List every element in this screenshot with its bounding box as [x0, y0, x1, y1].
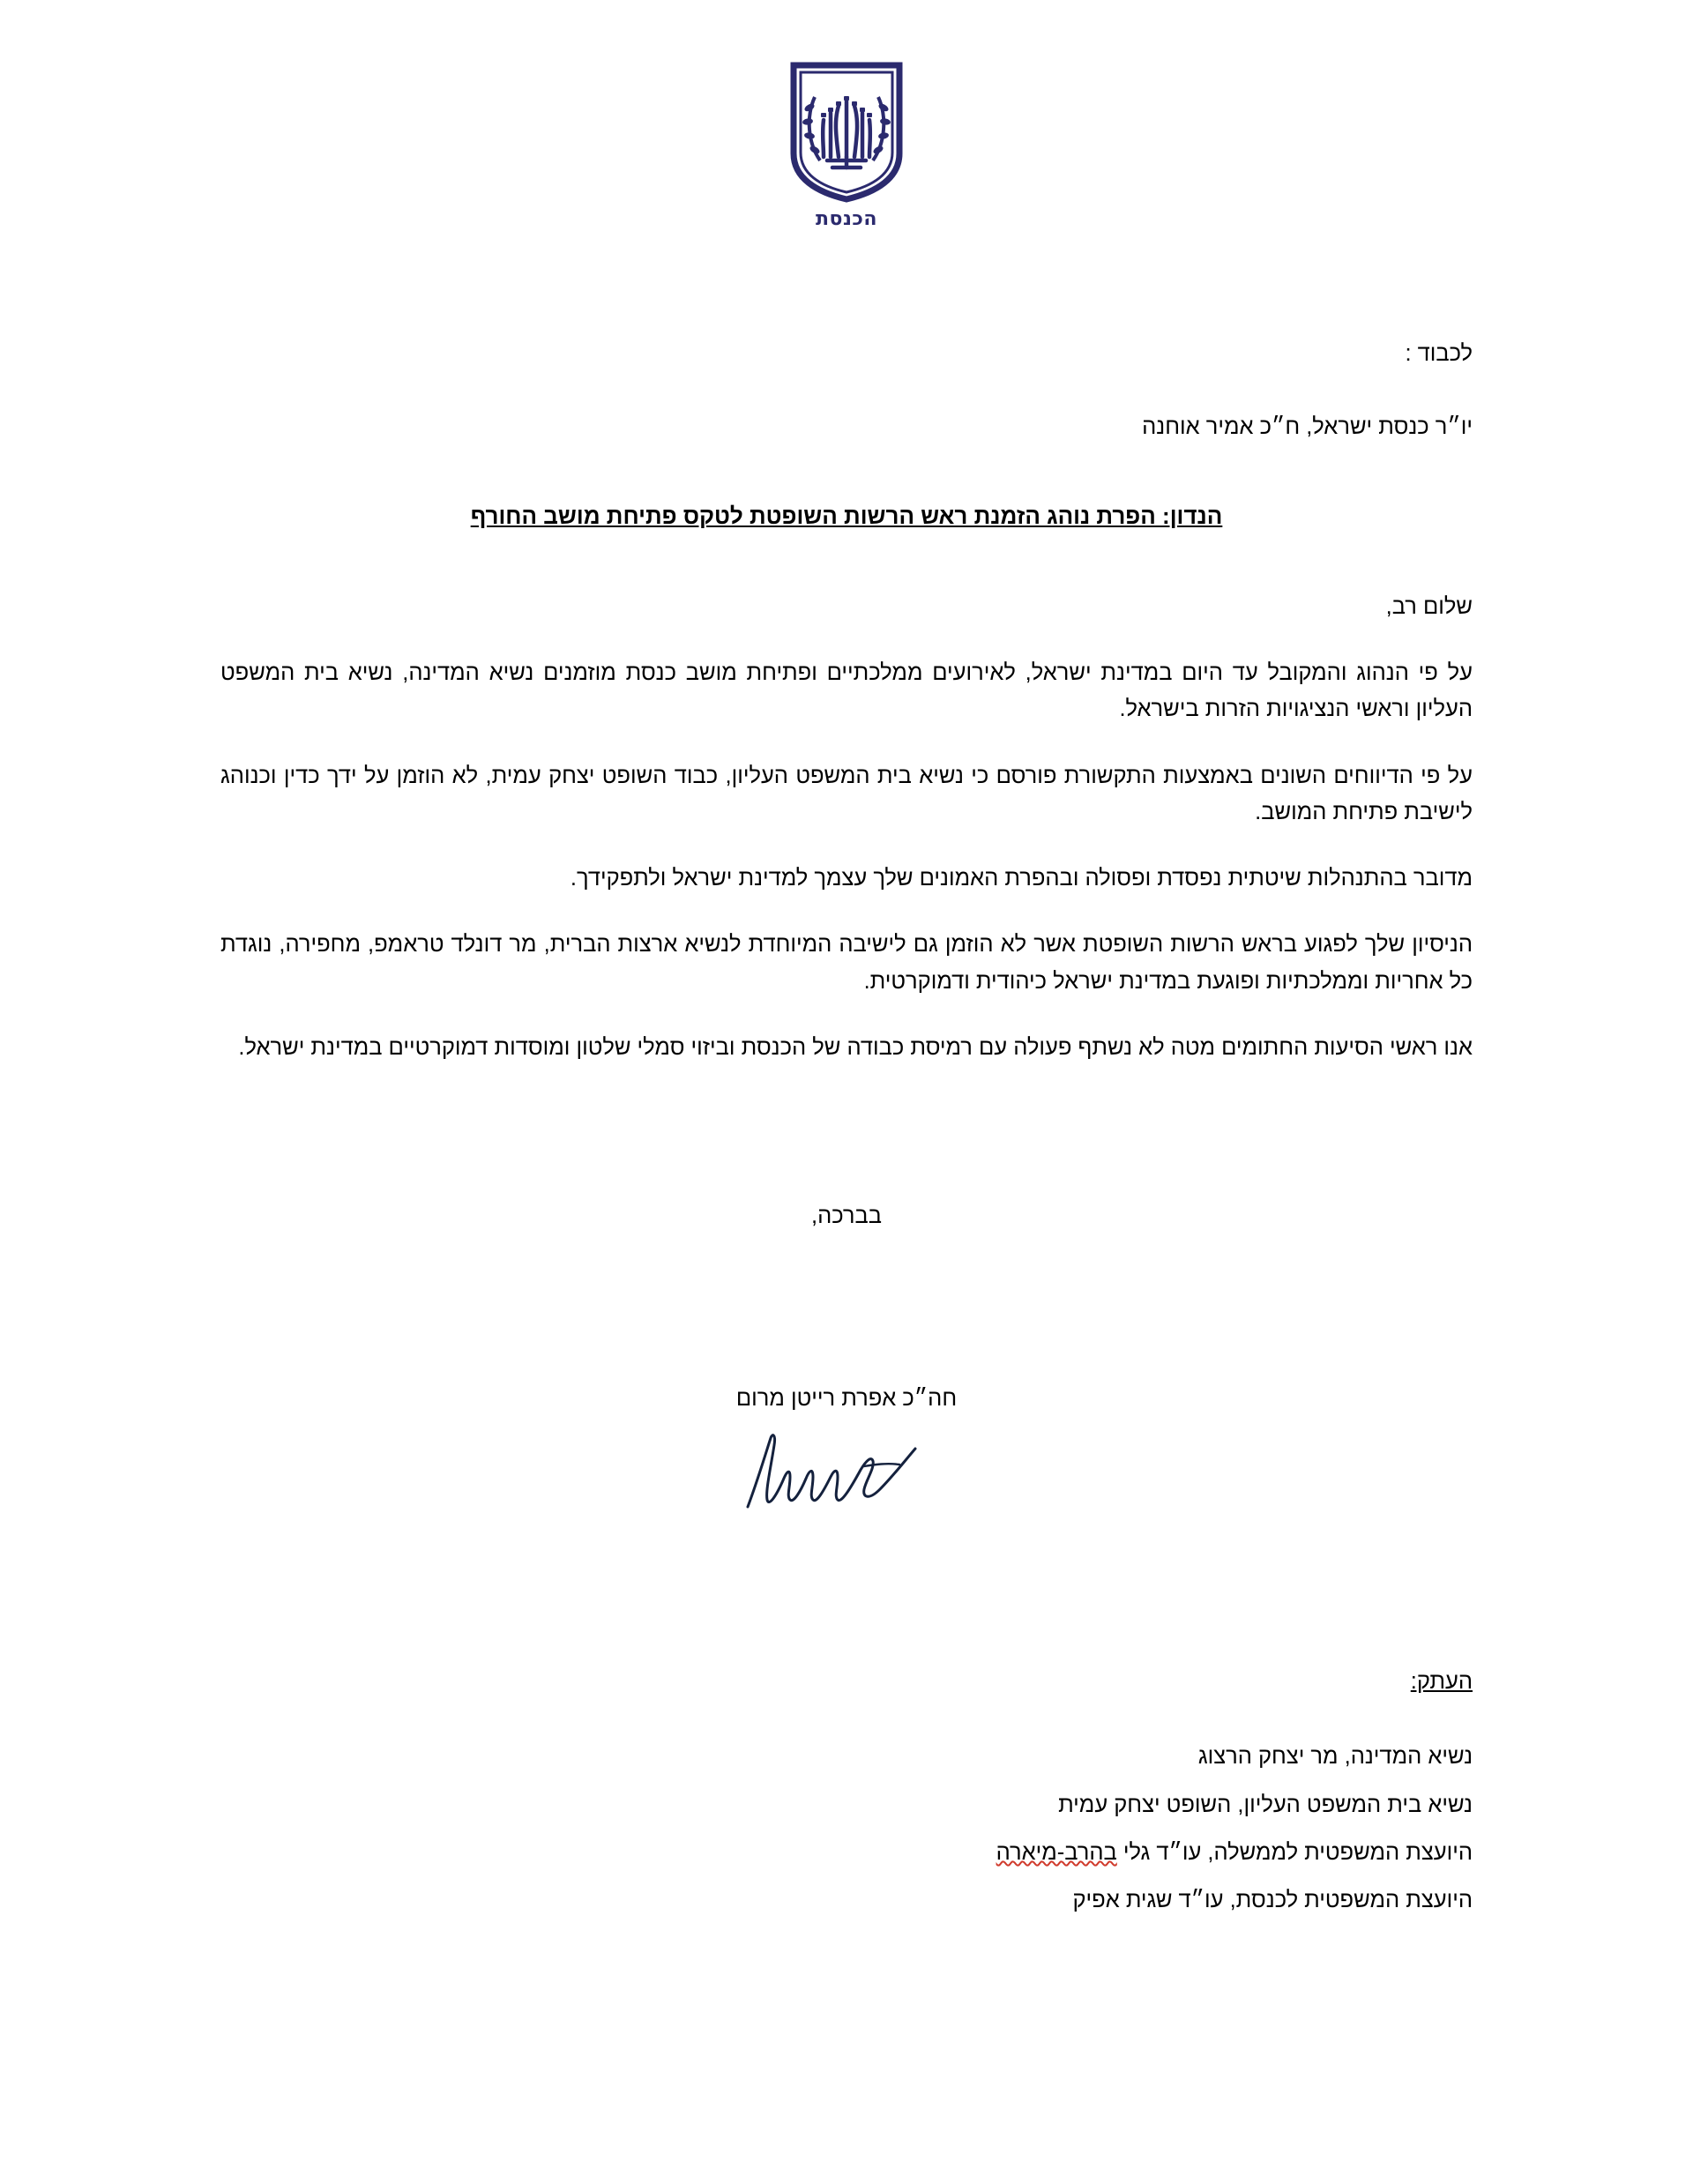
paragraph-2: על פי הדיווחים השונים באמצעות התקשורת פורסם כי נשיא בית המשפט העליון, כבוד השופט יצחק עמית, לא הוזמן על ידך כדין וכנוהג לישיבת פתיחת המושב.	[220, 763, 1473, 824]
cc-recipient-2	[220, 1787, 1473, 1823]
page-bottom-margin	[0, 2172, 1693, 2184]
cc-recipient-3	[220, 1835, 1473, 1871]
cc-recipient-text: נשיא בית המשפט העליון, השופט יצחק עמית	[1058, 1792, 1473, 1817]
cc-recipient-text: היועצת המשפטית לכנסת, עו״ד שגית אפיק	[1072, 1888, 1473, 1913]
greeting: שלום רב,	[1385, 593, 1473, 619]
handwritten-signature	[220, 1426, 1473, 1532]
to-label: לכבוד :	[1405, 341, 1473, 366]
cc-recipient-1	[220, 1739, 1473, 1775]
subject-line: הנדון: הפרת נוהג הזמנת ראש הרשות השופטת לטקס פתיחת מושב החורף	[470, 502, 1223, 529]
cc-recipient-4	[220, 1882, 1473, 1919]
cc-recipient-text: נשיא המדינה, מר יצחק הרצוג	[1197, 1744, 1473, 1770]
signature-name: חה״כ אפרת רייטן מרום	[735, 1385, 958, 1411]
spellcheck-flagged-text: בהרב-מיארה	[996, 1839, 1117, 1865]
cc-recipient-text: היועצת המשפטית לממשלה, עו״ד גלי	[1116, 1839, 1473, 1865]
paragraph-1: על פי הנהוג והמקובל עד היום במדינת ישראל, לאירועים ממלכתיים ופתיחת מושב כנסת מוזמנים נשיא המדינה, נשיא בית המשפט העליון וראשי הנציגויות הזרות בישראל.	[220, 660, 1473, 722]
israel-state-emblem-icon	[788, 62, 905, 203]
closing: בברכה,	[811, 1204, 882, 1229]
paragraph-5: אנו ראשי הסיעות החתומים מטה לא נשתף פעולה עם רמיסת כבודה של הכנסת וביזוי סמלי שלטון ומוסדות דמוקרטיים במדינת ישראל.	[238, 1035, 1473, 1061]
letterhead	[0, 0, 1693, 230]
cc-label: העתק:	[1410, 1668, 1473, 1694]
letter-body	[123, 336, 1570, 1919]
addressee: יו״ר כנסת ישראל, ח״כ אמיר אוחנה	[1142, 414, 1473, 440]
emblem-caption: הכנסת	[815, 208, 878, 230]
paragraph-4: הניסיון שלך לפגוע בראש הרשות השופטת אשר לא הוזמן גם לישיבה המיוחדת לנשיא ארצות הברית, מר דונלד טראמפ, מחפירה, נוגדת כל אחריות וממלכתיות ופוגעת במדינת ישראל כיהודית ודמוקרטית.	[220, 932, 1473, 994]
paragraph-3: מדובר בהתנהלות שיטתית נפסדת ופסולה ובהפרת האמונים שלך עצמך למדינת ישראל ולתפקידך.	[570, 866, 1473, 891]
cc-recipient-list	[220, 1739, 1473, 1919]
